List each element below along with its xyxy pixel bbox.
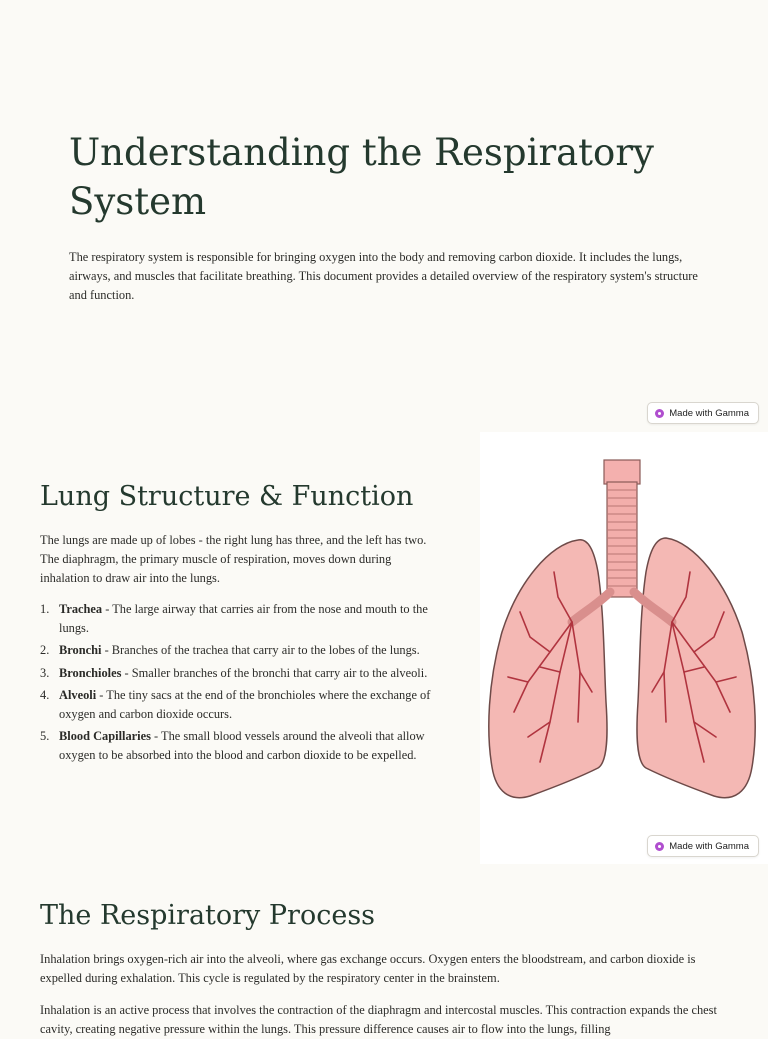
list-text: - The tiny sacs at the end of the bronchioles where the exchange of oxygen and carbon dioxide occurs. [59,688,431,721]
list-number: 1. [40,602,50,616]
made-with-gamma-badge[interactable] [647,402,759,424]
list-term: Trachea [59,602,103,616]
intro-paragraph: The respiratory system is responsible for bringing oxygen into the body and removing carbon dioxide. It includes the lungs, airways, and muscles that facilitate breathing. This document provides a detailed overview of the respiratory system's structure and function. [69,250,698,302]
page-title: Understanding the Respiratory System [69,131,654,223]
list-number: 4. [40,688,50,702]
gamma-logo-icon [655,409,664,418]
list-text: - The small blood vessels around the alveoli that allow oxygen to be absorbed into the blood and carbon dioxide to be expelled. [59,729,425,762]
list-item [40,664,440,683]
list-item [40,727,440,764]
process-paragraph-2: Inhalation is an active process that involves the contraction of the diaphragm and intercostal muscles. This contraction expands the chest cavity, creating negative pressure within the lungs. This pressure difference causes air to flow into the lungs, filling [40,1003,717,1036]
list-item [40,600,440,637]
list-number: 2. [40,643,50,657]
lung-section-heading: Lung Structure & Function [40,481,414,512]
airway-list [40,600,440,768]
list-text: - Branches of the trachea that carry air to the lobes of the lungs. [101,643,420,657]
lung-illustration-panel [480,432,768,864]
list-number: 5. [40,729,50,743]
list-item [40,686,440,723]
list-text: - The large airway that carries air from the nose and mouth to the lungs. [59,602,428,635]
lung-section-paragraph: The lungs are made up of lobes - the right lung has three, and the left has two. The diaphragm, the primary muscle of respiration, moves down during inhalation to draw air into the lungs. [40,533,427,585]
badge-label: Made with Gamma [669,840,749,852]
process-section-heading: The Respiratory Process [40,900,376,931]
list-term: Bronchi [59,643,102,657]
list-term: Alveoli [59,688,97,702]
process-paragraph-1: Inhalation brings oxygen-rich air into the alveoli, where gas exchange occurs. Oxygen enters the bloodstream, and carbon dioxide is expelled during exhalation. This cycle is regulated by the respiratory center in the brainstem. [40,952,696,985]
lungs-illustration [480,432,768,864]
list-number: 3. [40,665,50,680]
list-text: - Smaller branches of the bronchi that carry air to the alveoli. [121,665,428,680]
made-with-gamma-badge[interactable] [647,835,759,857]
gamma-logo-icon [655,842,664,851]
badge-label: Made with Gamma [669,407,749,419]
list-item [40,641,440,660]
list-term: Blood Capillaries [59,729,151,743]
list-term: Bronchioles [59,665,122,680]
